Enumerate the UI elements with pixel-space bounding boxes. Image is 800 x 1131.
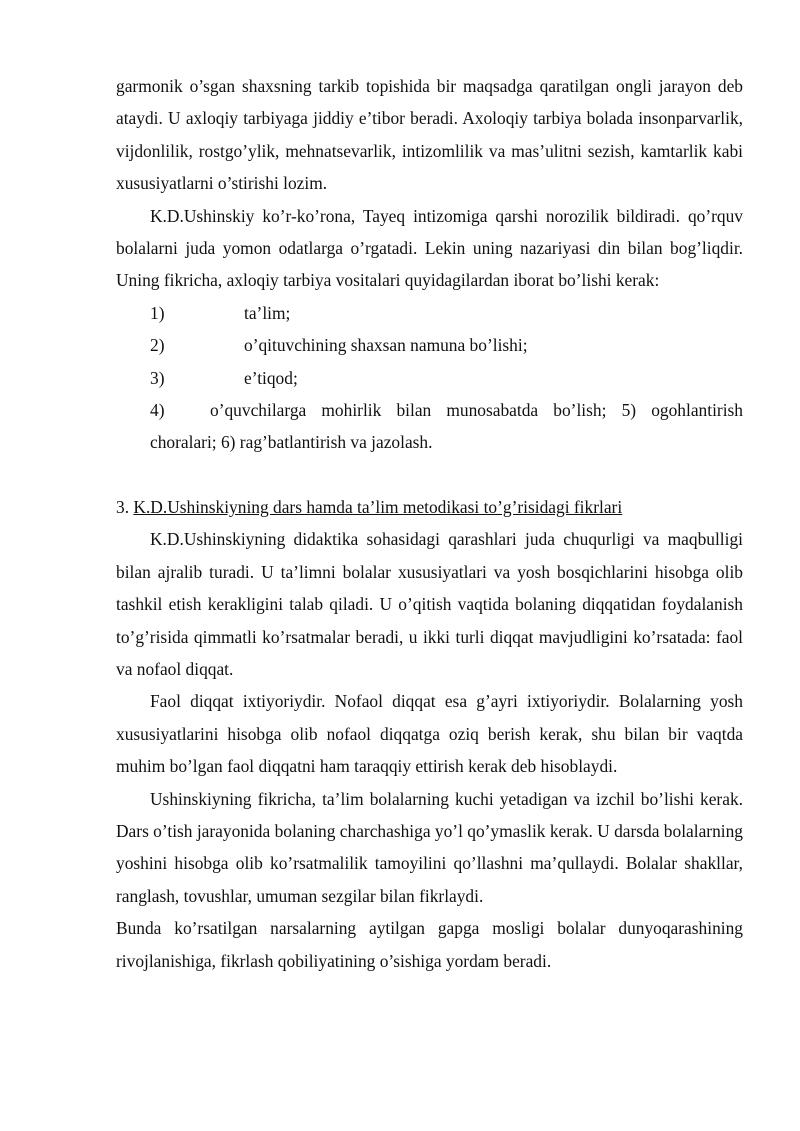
paragraph: K.D.Ushinskiy ko’r-ko’rona, Tayeq intizomiga qarshi norozilik bildiradi. qo’rquv bolalarni juda yomon odatlarga o’rgatadi. Lekin uning nazariyasi din bilan bog’liqdir. Uning fikricha, axloqiy tarbiya vositalari quyidagilardan iborat bo’lishi kerak: [116,205,743,291]
list-item-text: ta’lim; [244,302,291,323]
section-title: K.D.Ushinskiyning dars hamda ta’lim metodikasi to’g’risidagi fikrlari [133,496,623,517]
list-item [150,329,743,361]
paragraph: K.D.Ushinskiyning didaktika sohasidagi qarashlari juda chuqurligi va maqbulligi bilan ajralib turadi. U ta’limni bolalar xususiyatlari va yosh bosqichlarini hisobga olib tashkil etish kerakligini talab qiladi. U o’qitish vaqtida bolaning diqqatidan foydalanish to’g’risida qimmatli ko’rsatmalar beradi, u ikki turli diqqat mavjudligini ko’rsatada: faol va nofaol diqqat. [116,529,743,679]
paragraph: Faol diqqat ixtiyoriydir. Nofaol diqqat esa g’ayri ixtiyoriydir. Bolalarning yosh xususiyatlarini hisobga olib nofaol diqqatga oziq berish kerak, shu bilan bir vaqtda muhim bo’lgan faol diqqatni ham taraqqiy ettirish kerak deb hisoblaydi. [116,691,743,777]
paragraph: garmonik o’sgan shaxsning tarkib topishida bir maqsadga qaratilgan ongli jarayon deb ataydi. U axloqiy tarbiyaga jiddiy e’tibor beradi. Axoloqiy tarbiya bolada insonparvarlik, vijdonlilik, rostgo’ylik, mehnatsevarlik, intizomlilik va mas’ulitni sezish, kamtarlik kabi xususiyatlarni o’stirishi lozim. [116,76,743,194]
paragraph: Bunda ko’rsatilgan narsalarning aytilgan gapga mosligi bolalar dunyoqarashining rivojlanishiga, fikrlash qobiliyatining o’sishiga yordam beradi. [116,918,743,971]
list-item-number: 1) [150,302,165,323]
list-item [150,362,743,394]
numbered-list [116,297,743,459]
spacer [116,459,743,491]
list-item-number: 4) [150,400,165,421]
list-item [150,297,743,329]
list-item-number: 3) [150,367,165,388]
section-heading [116,491,743,523]
list-item [150,394,743,459]
list-item-text: o’qituvchining shaxsan namuna bo’lishi; [244,335,528,356]
list-item-number: 2) [150,335,165,356]
section-number: 3. [116,496,134,517]
list-item-text: e’tiqod; [244,367,298,388]
paragraph: Ushinskiyning fikricha, ta’lim bolalarning kuchi yetadigan va izchil bo’lishi kerak. Dars o’tish jarayonida bolaning charchashiga yo’l qo’ymaslik kerak. U darsda bolalarning yoshini hisobga olib ko’rsatmalilik tamoyilini qo’llashni ma’qullaydi. Bolalar shakllar, ranglash, tovushlar, umuman sezgilar bilan fikrlaydi. [116,788,744,906]
list-item-text: o’quvchilarga mohirlik bilan munosabatda bo’lish; 5) ogohlantirish choralari; 6) rag’batlantirish va jazolash. [150,400,743,453]
